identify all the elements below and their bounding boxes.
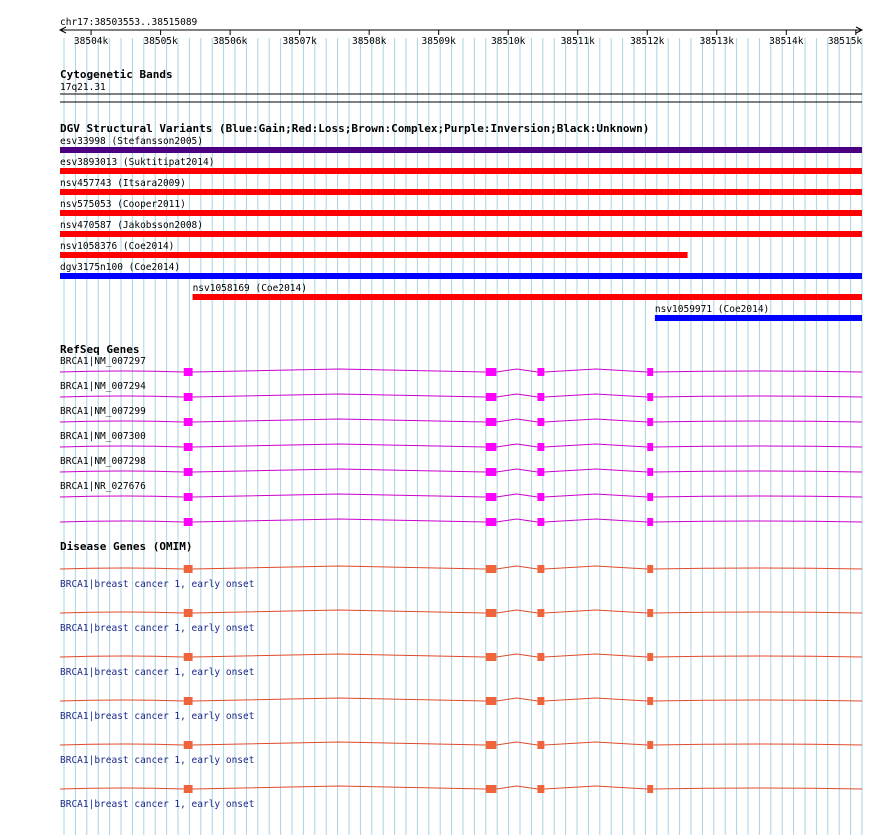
- dgv-feature-label: nsv1059971 (Coe2014): [654, 304, 770, 315]
- omim-gene-label: BRCA1|breast cancer 1, early onset: [60, 667, 255, 678]
- omim-gene-exon: [184, 785, 193, 793]
- refseq-gene-exon: [647, 443, 653, 451]
- refseq-gene-intron-line: [60, 519, 862, 522]
- coordinate-ruler[interactable]: [60, 27, 862, 47]
- refseq-gene-exon: [537, 418, 544, 426]
- omim-gene-exon: [486, 697, 497, 705]
- omim-gene-exon: [537, 565, 544, 573]
- ruler-tick-label: 38504k: [73, 36, 109, 47]
- refseq-gene-label: BRCA1|NM_007294: [60, 381, 146, 392]
- omim-gene-exon: [537, 785, 544, 793]
- refseq-gene-intron-line: [60, 494, 862, 497]
- omim-gene-exon: [184, 697, 193, 705]
- locus-label: chr17:38503553..38515089: [60, 17, 198, 28]
- refseq-gene-exon: [184, 493, 193, 501]
- omim-gene-exon: [647, 697, 653, 705]
- refseq-gene-exon: [486, 493, 497, 501]
- omim-gene-label: BRCA1|breast cancer 1, early onset: [60, 711, 255, 722]
- refseq-gene-exon: [184, 468, 193, 476]
- omim-gene-exon: [486, 609, 497, 617]
- omim-gene-exon: [184, 741, 193, 749]
- omim-gene-exon: [647, 609, 653, 617]
- dgv-feature-bar: [60, 189, 862, 195]
- ruler-tick-label: 38512k: [630, 36, 665, 47]
- refseq-gene-label: BRCA1|NM_007300: [60, 431, 146, 442]
- omim-gene-exon: [537, 609, 544, 617]
- omim-gene-intron-line: [60, 742, 862, 745]
- refseq-gene-exon: [537, 493, 544, 501]
- refseq-gene-exon: [184, 368, 193, 376]
- refseq-gene-intron-line: [60, 419, 862, 422]
- refseq-gene-label: BRCA1|NM_007299: [60, 406, 146, 417]
- refseq-gene-intron-line: [60, 394, 862, 397]
- dgv-feature-label: nsv457743 (Itsara2009): [60, 178, 186, 189]
- ruler-tick-label: 38507k: [282, 36, 317, 47]
- dgv-feature-bar: [60, 231, 862, 237]
- refseq-gene-exon: [184, 518, 193, 526]
- omim-gene-label: BRCA1|breast cancer 1, early onset: [60, 579, 255, 590]
- omim-gene-intron-line: [60, 786, 862, 789]
- refseq-gene-exon: [537, 518, 544, 526]
- omim-gene-exon: [486, 741, 497, 749]
- dgv-feature-label: dgv3175n100 (Coe2014): [60, 262, 181, 273]
- refseq-gene-exon: [486, 518, 497, 526]
- refseq-gene-exon: [647, 393, 653, 401]
- dgv-feature-label: nsv470587 (Jakobsson2008): [60, 220, 203, 231]
- omim-gene-intron-line: [60, 654, 862, 657]
- refseq-gene-exon: [184, 393, 193, 401]
- refseq-gene-intron-line: [60, 444, 862, 447]
- dgv-feature-label: nsv1058376 (Coe2014): [60, 241, 175, 252]
- omim-gene-label: BRCA1|breast cancer 1, early onset: [60, 623, 255, 634]
- omim-gene-exon: [647, 741, 653, 749]
- dgv-feature-bar: [193, 294, 862, 300]
- refseq-gene-exon: [647, 493, 653, 501]
- ruler-tick-label: 38510k: [491, 36, 526, 47]
- omim-gene-intron-line: [60, 610, 862, 613]
- dgv-feature-bar: [60, 273, 862, 279]
- refseq-gene-label: BRCA1|NR_027676: [60, 481, 146, 492]
- dgv-feature-label: esv33998 (Stefansson2005): [60, 136, 203, 147]
- refseq-gene-intron-line: [60, 469, 862, 472]
- refseq-gene-exon: [486, 368, 497, 376]
- omim-gene-exon: [486, 565, 497, 573]
- ruler-tick-label: 38509k: [421, 36, 456, 47]
- omim-gene-exon: [184, 565, 193, 573]
- dgv-feature-label: nsv575053 (Cooper2011): [60, 199, 186, 210]
- refseq-gene-exon: [486, 468, 497, 476]
- dgv-track-title: DGV Structural Variants (Blue:Gain;Red:Loss;Brown:Complex;Purple:Inversion;Black:Unknown): [60, 122, 650, 135]
- omim-gene-intron-line: [60, 566, 862, 569]
- omim-gene-label: BRCA1|breast cancer 1, early onset: [60, 755, 255, 766]
- dgv-feature-label: nsv1058169 (Coe2014): [192, 283, 307, 294]
- refseq-gene-exon: [184, 418, 193, 426]
- omim-gene-exon: [537, 697, 544, 705]
- ruler-tick-label: 38515k: [827, 36, 863, 47]
- omim-gene-exon: [184, 609, 193, 617]
- cytoband-label: 17q21.31: [60, 82, 106, 93]
- omim-gene-exon: [537, 741, 544, 749]
- dgv-feature-label: esv3893013 (Suktitipat2014): [60, 157, 215, 168]
- dgv-track: [60, 136, 862, 321]
- refseq-gene-exon: [184, 443, 193, 451]
- omim-gene-intron-line: [60, 698, 862, 701]
- refseq-gene-label: BRCA1|NM_007298: [60, 456, 146, 467]
- ruler-tick-label: 38514k: [769, 36, 804, 47]
- refseq-gene-exon: [537, 393, 544, 401]
- ruler-tick-label: 38505k: [143, 36, 178, 47]
- ruler-tick-label: 38513k: [699, 36, 734, 47]
- refseq-gene-exon: [537, 443, 544, 451]
- refseq-gene-exon: [647, 468, 653, 476]
- ruler-tick-label: 38511k: [560, 36, 595, 47]
- dgv-feature-bar: [655, 315, 862, 321]
- omim-gene-exon: [486, 653, 497, 661]
- refseq-gene-exon: [537, 368, 544, 376]
- omim-gene-exon: [537, 653, 544, 661]
- omim-gene-exon: [184, 653, 193, 661]
- omim-gene-exon: [486, 785, 497, 793]
- dgv-feature-bar: [60, 210, 862, 216]
- cytoband-track-title: Cytogenetic Bands: [60, 68, 173, 81]
- cytoband-track: [60, 94, 862, 102]
- omim-track-title: Disease Genes (OMIM): [60, 540, 193, 553]
- omim-gene-exon: [647, 653, 653, 661]
- refseq-gene-intron-line: [60, 369, 862, 372]
- refseq-gene-exon: [647, 418, 653, 426]
- refseq-gene-label: BRCA1|NM_007297: [60, 356, 146, 367]
- refseq-gene-exon: [486, 393, 497, 401]
- omim-gene-exon: [647, 565, 653, 573]
- refseq-gene-exon: [486, 418, 497, 426]
- omim-gene-exon: [647, 785, 653, 793]
- dgv-feature-bar: [60, 147, 862, 153]
- refseq-track-title: RefSeq Genes: [60, 343, 140, 356]
- refseq-gene-exon: [647, 518, 653, 526]
- refseq-gene-exon: [647, 368, 653, 376]
- refseq-gene-exon: [486, 443, 497, 451]
- ruler-tick-label: 38506k: [212, 36, 248, 47]
- dgv-feature-bar: [60, 168, 862, 174]
- refseq-track: [60, 356, 862, 526]
- omim-track: [60, 565, 862, 810]
- refseq-gene-exon: [537, 468, 544, 476]
- dgv-feature-bar: [60, 252, 688, 258]
- ruler-tick-label: 38508k: [351, 36, 387, 47]
- omim-gene-label: BRCA1|breast cancer 1, early onset: [60, 799, 255, 810]
